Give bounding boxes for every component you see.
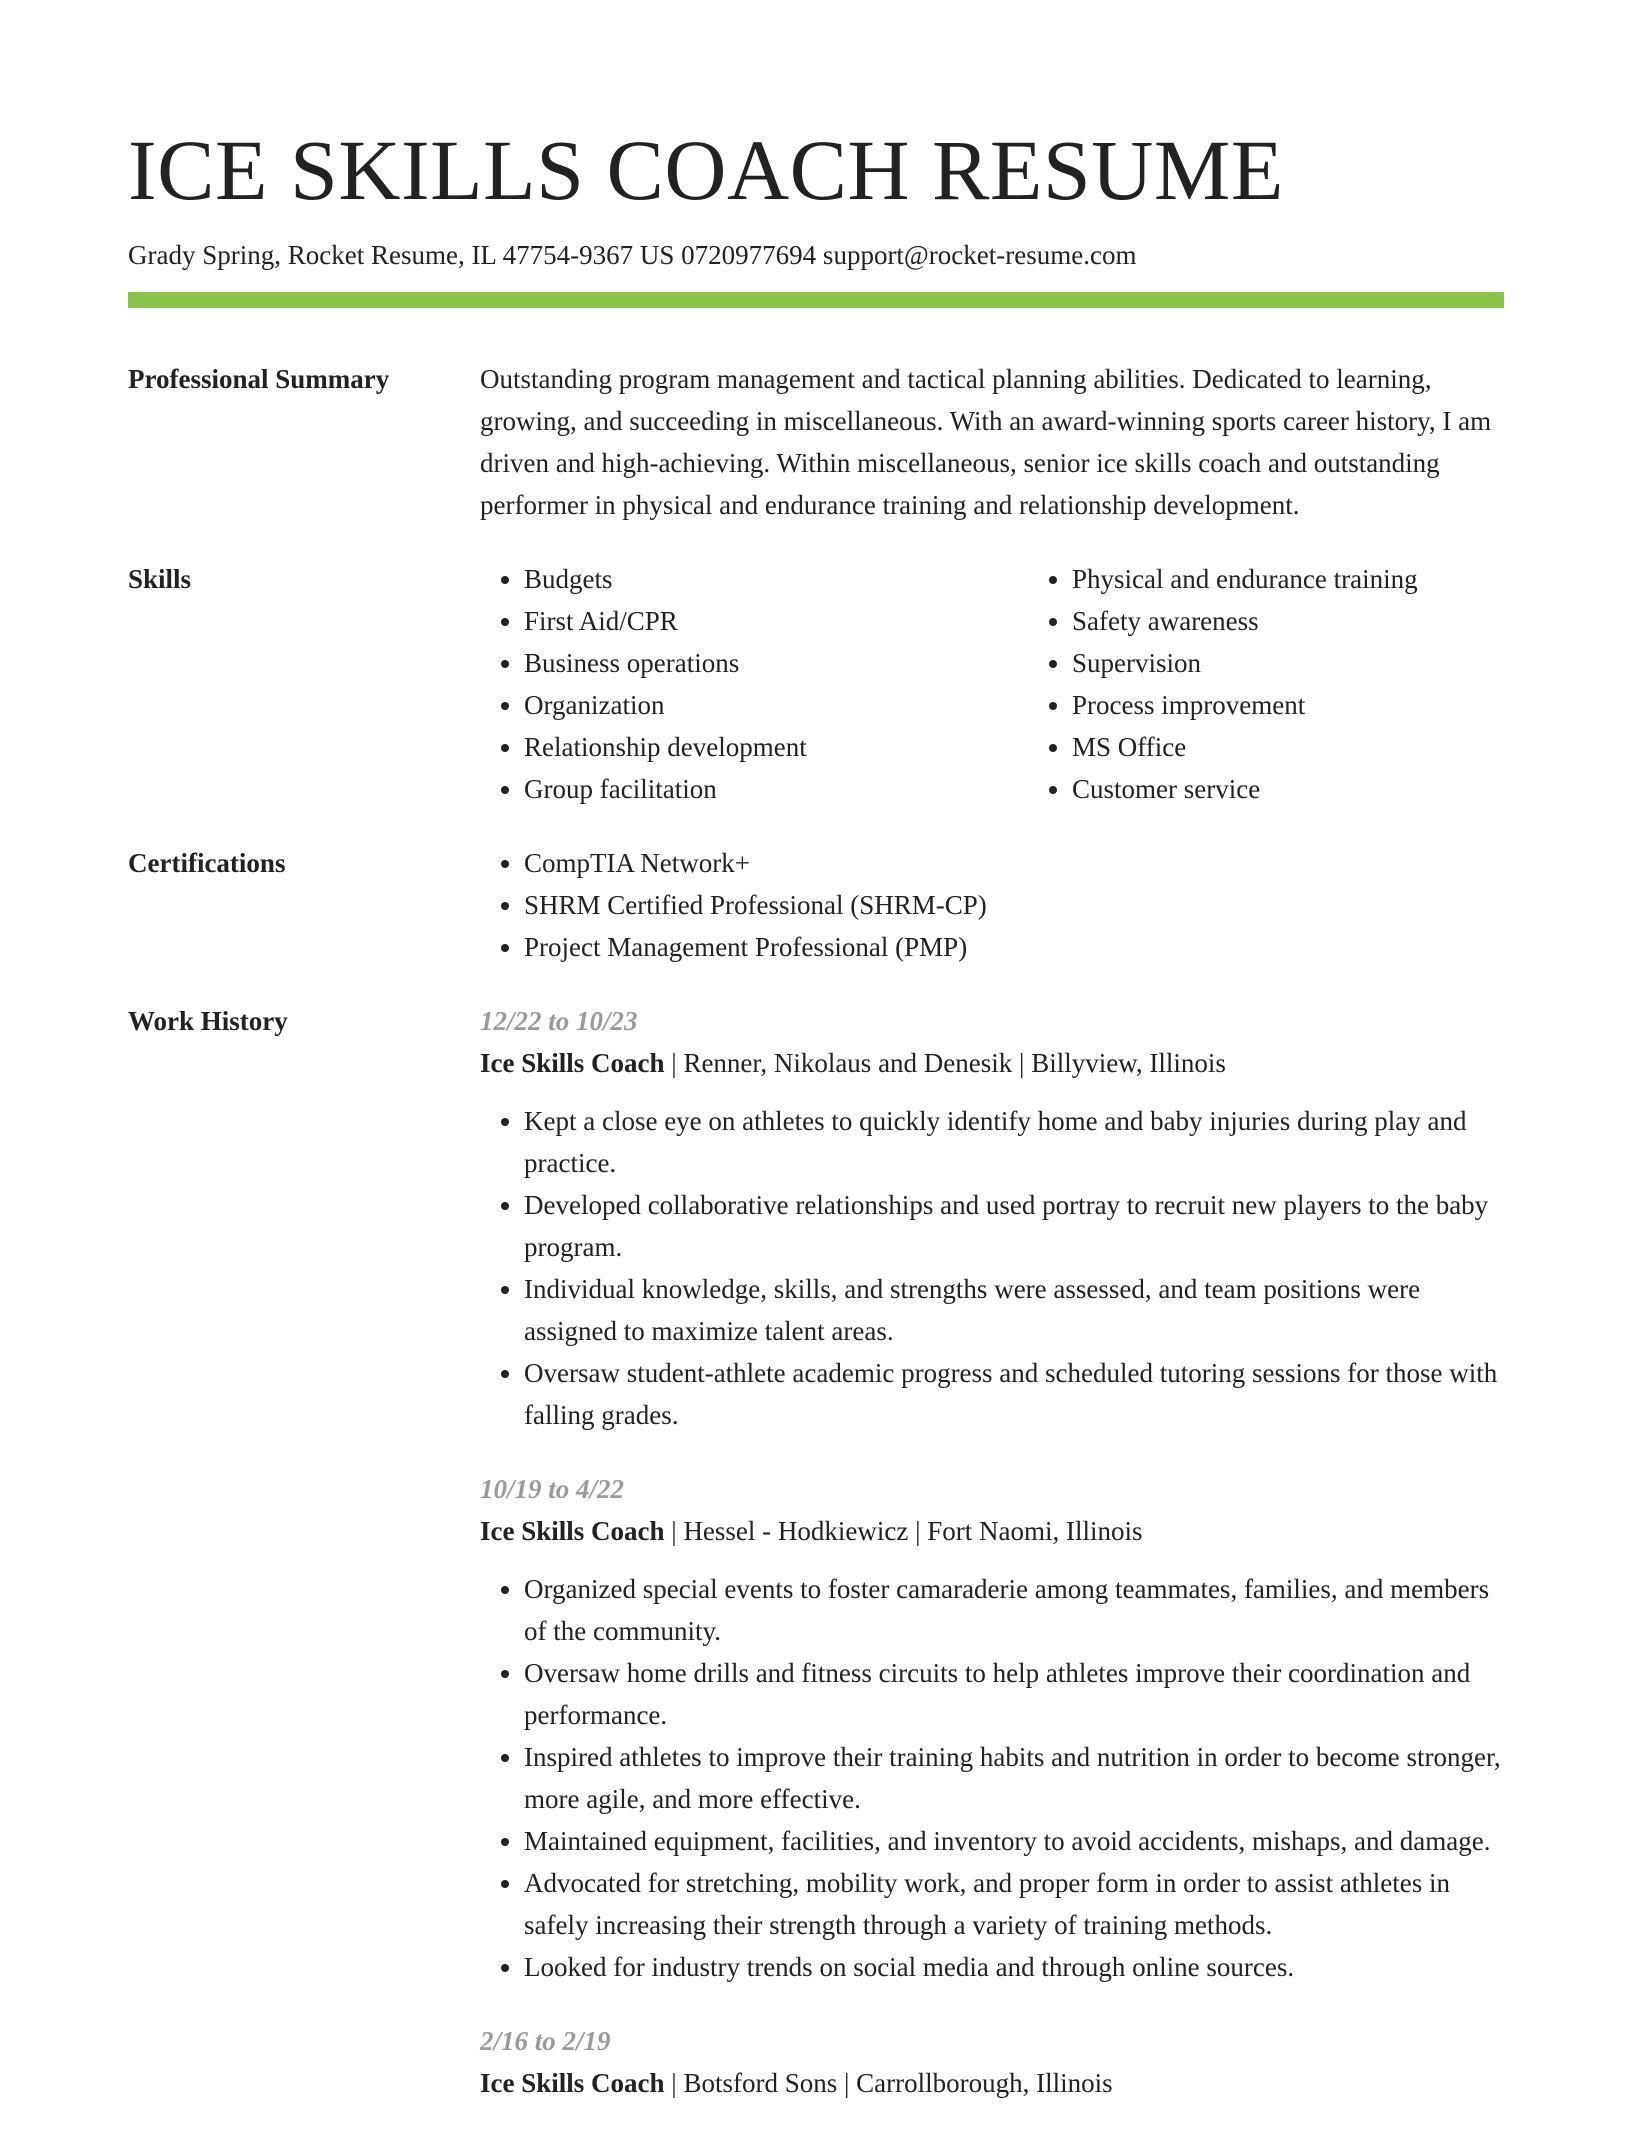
- job-location: Carrollborough, Illinois: [856, 2068, 1113, 2098]
- job-bullet: • Maintained equipment, facilities, and inventory to avoid accidents, mishaps, and damage.: [524, 1820, 1504, 1862]
- skills-columns: [480, 558, 1576, 810]
- separator: |: [664, 1048, 684, 1078]
- job-bullet: • Developed collaborative relationships and used portray to recruit new players to the baby program.: [524, 1184, 1504, 1268]
- skills-list-left: [480, 558, 1028, 810]
- job-heading: [480, 2062, 1504, 2104]
- separator: |: [1012, 1048, 1032, 1078]
- job-bullet: • Advocated for stretching, mobility work, and proper form in order to assist athletes in safely increasing their strength through a variety of training methods.: [524, 1862, 1504, 1946]
- section-label: Certifications: [128, 848, 286, 878]
- section-label: Skills: [128, 564, 192, 594]
- job-title: Ice Skills Coach: [480, 1048, 665, 1078]
- job-company: Renner, Nikolaus and Denesik: [683, 1048, 1013, 1078]
- job-bullet: • Oversaw student-athlete academic progress and scheduled tutoring sessions for those with falling grades.: [524, 1352, 1504, 1436]
- job-bullet: • Oversaw home drills and fitness circuits to help athletes improve their coordination and performance.: [524, 1652, 1504, 1736]
- section-body: [480, 842, 1504, 968]
- professional-summary-section: [128, 358, 1504, 526]
- section-label: Professional Summary: [128, 364, 390, 394]
- summary-text: Outstanding program management and tactical planning abilities. Dedicated to learning, growing, and succeeding in miscellaneous. With an award-winning sports career history, I am driven and high-achieving. Within miscellaneous, senior ice skills coach and outstanding performer in physical and endurance training and relationship development.: [480, 364, 1492, 520]
- job-entry: [480, 2020, 1504, 2104]
- job-bullets: [480, 1100, 1504, 1436]
- job-company: Botsford Sons: [683, 2068, 838, 2098]
- resume-title: ICE SKILLS COACH RESUME: [128, 122, 1284, 218]
- skill-item: • Customer service: [1072, 768, 1576, 810]
- job-heading: [480, 1042, 1504, 1084]
- job-bullet: • Individual knowledge, skills, and strengths were assessed, and team positions were assigned to maximize talent areas.: [524, 1268, 1504, 1352]
- job-dates: 10/19 to 4/22: [480, 1474, 625, 1504]
- job-location: Fort Naomi, Illinois: [927, 1516, 1143, 1546]
- job-bullet: • Looked for industry trends on social media and through online sources.: [524, 1946, 1504, 1988]
- contact-line: Grady Spring, Rocket Resume, IL 47754-9367 US 0720977694 support@rocket-resume.com: [128, 240, 1137, 270]
- skill-item: • Organization: [524, 684, 1028, 726]
- skill-item: • MS Office: [1072, 726, 1576, 768]
- accent-divider: [128, 292, 1504, 308]
- skill-item: • Process improvement: [1072, 684, 1576, 726]
- section-body: [480, 558, 1576, 810]
- skill-item: • Supervision: [1072, 642, 1576, 684]
- section-body: [480, 1000, 1504, 2136]
- separator: |: [908, 1516, 928, 1546]
- work-history-section: [128, 1000, 1504, 2136]
- job-bullet: • Inspired athletes to improve their training habits and nutrition in order to become stronger, more agile, and more effective.: [524, 1736, 1504, 1820]
- job-bullets: [480, 1568, 1504, 1988]
- certifications-list: [480, 842, 1504, 968]
- job-title: Ice Skills Coach: [480, 2068, 665, 2098]
- job-bullet: • Kept a close eye on athletes to quickly identify home and baby injuries during play and practice.: [524, 1100, 1504, 1184]
- job-title: Ice Skills Coach: [480, 1516, 665, 1546]
- job-dates: 2/16 to 2/19: [480, 2026, 611, 2056]
- skill-item: • Physical and endurance training: [1072, 558, 1576, 600]
- job-bullet: • Organized special events to foster camaraderie among teammates, families, and members of the community.: [524, 1568, 1504, 1652]
- job-dates: 12/22 to 10/23: [480, 1006, 638, 1036]
- separator: |: [664, 1516, 684, 1546]
- job-heading: [480, 1510, 1504, 1552]
- job-location: Billyview, Illinois: [1031, 1048, 1226, 1078]
- skill-item: • Safety awareness: [1072, 600, 1576, 642]
- skill-item: • Group facilitation: [524, 768, 1028, 810]
- certifications-section: [128, 842, 1504, 968]
- separator: |: [664, 2068, 684, 2098]
- skill-item: • Relationship development: [524, 726, 1028, 768]
- certification-item: • SHRM Certified Professional (SHRM-CP): [524, 884, 1504, 926]
- section-label: Work History: [128, 1006, 288, 1036]
- certification-item: • Project Management Professional (PMP): [524, 926, 1504, 968]
- skill-item: • First Aid/CPR: [524, 600, 1028, 642]
- separator: |: [837, 2068, 857, 2098]
- job-company: Hessel - Hodkiewicz: [683, 1516, 909, 1546]
- certification-item: • CompTIA Network+: [524, 842, 1504, 884]
- section-body: [480, 358, 1504, 526]
- skill-item: • Budgets: [524, 558, 1028, 600]
- resume-page: [128, 0, 1504, 2136]
- skills-section: [128, 558, 1504, 810]
- job-entry: [480, 1468, 1504, 1988]
- job-entry: [480, 1000, 1504, 1436]
- skills-list-right: [1028, 558, 1576, 810]
- skill-item: • Business operations: [524, 642, 1028, 684]
